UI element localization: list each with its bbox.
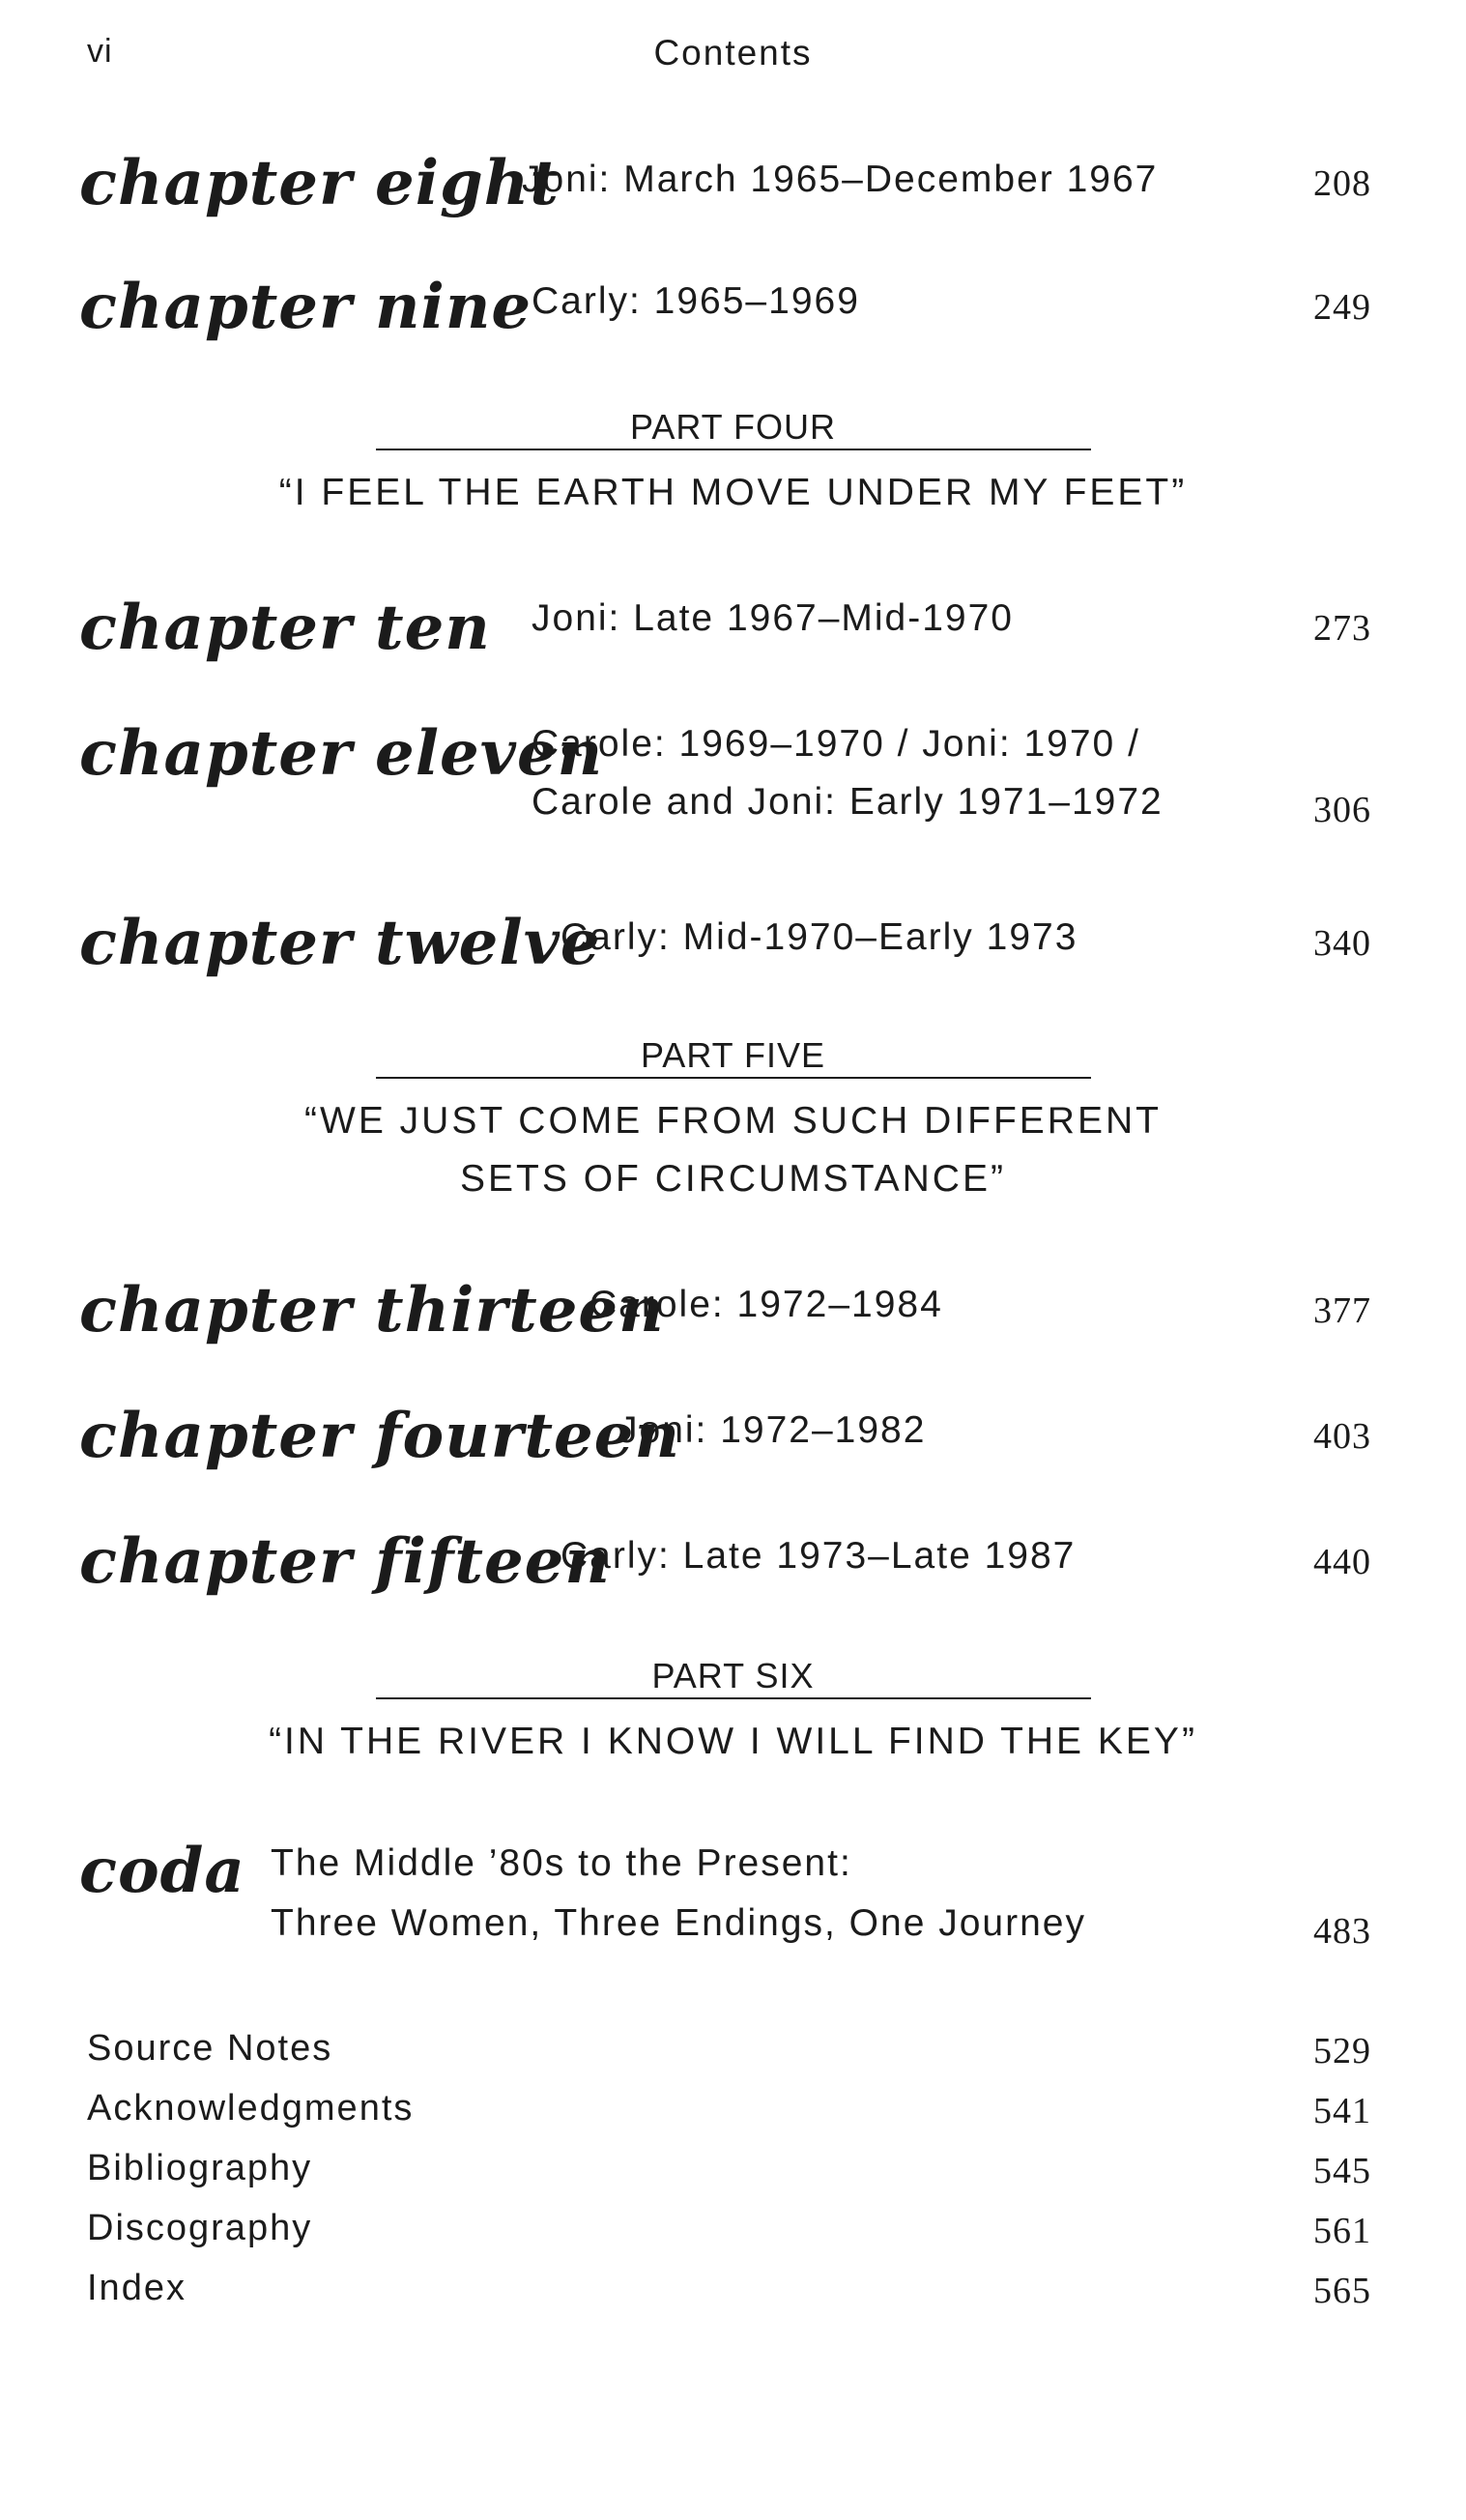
toc-entry-chapter-fifteen[interactable] bbox=[0, 1518, 1466, 1605]
toc-entry-chapter-eleven[interactable] bbox=[0, 715, 1466, 851]
toc-entry-discography[interactable] bbox=[0, 2208, 1466, 2266]
chapter-entry-text-line-1: Carole: 1969–1970 / Joni: 1970 / bbox=[532, 723, 1140, 765]
chapter-page-number: 440 bbox=[1313, 1542, 1371, 1582]
toc-entry-acknowledgments[interactable] bbox=[0, 2088, 1466, 2146]
chapter-entry-text: Joni: Late 1967–Mid-1970 bbox=[532, 597, 1014, 639]
chapter-script-label: chapter fifteen bbox=[79, 1525, 611, 1598]
chapter-entry-text: Carly: Mid-1970–Early 1973 bbox=[561, 916, 1078, 958]
chapter-script-label: chapter fourteen bbox=[79, 1400, 680, 1472]
part-heading: PART SIX bbox=[376, 1655, 1091, 1699]
chapter-entry-text: Joni: March 1965–December 1967 bbox=[522, 159, 1159, 200]
toc-entry-chapter-twelve[interactable] bbox=[0, 899, 1466, 986]
toc-entry-index[interactable] bbox=[0, 2268, 1466, 2326]
part-heading: PART FIVE bbox=[376, 1034, 1091, 1079]
back-matter-label: Index bbox=[87, 2268, 187, 2308]
toc-entry-chapter-fourteen[interactable] bbox=[0, 1392, 1466, 1479]
chapter-page-number: 403 bbox=[1313, 1416, 1371, 1457]
coda-page-number: 483 bbox=[1313, 1911, 1371, 1952]
chapter-page-number: 377 bbox=[1313, 1290, 1371, 1331]
part-five-section bbox=[0, 1034, 1466, 1208]
part-epigraph: “IN THE RIVER I KNOW I WILL FIND THE KEY” bbox=[269, 1721, 1197, 1762]
chapter-script-label: chapter thirteen bbox=[79, 1274, 665, 1347]
back-matter-page-number: 541 bbox=[1313, 2091, 1371, 2131]
toc-entry-chapter-eight[interactable] bbox=[0, 135, 1466, 222]
part-four-section bbox=[0, 406, 1466, 522]
back-matter-page-number: 545 bbox=[1313, 2151, 1371, 2191]
back-matter-page-number: 561 bbox=[1313, 2211, 1371, 2251]
chapter-page-number: 273 bbox=[1313, 608, 1371, 649]
back-matter-page-number: 529 bbox=[1313, 2031, 1371, 2071]
coda-script-label: coda bbox=[79, 1835, 245, 1907]
back-matter-label: Acknowledgments bbox=[87, 2088, 415, 2129]
chapter-entry-text: Carole: 1972–1984 bbox=[589, 1284, 943, 1325]
part-epigraph-line-2: SETS OF CIRCUMSTANCE” bbox=[460, 1158, 1006, 1200]
toc-entry-chapter-nine[interactable] bbox=[0, 259, 1466, 346]
chapter-page-number: 306 bbox=[1313, 790, 1371, 830]
chapter-script-label: chapter ten bbox=[79, 592, 491, 664]
toc-entry-coda[interactable] bbox=[0, 1835, 1466, 1970]
chapter-script-label: chapter twelve bbox=[79, 907, 601, 979]
toc-entry-bibliography[interactable] bbox=[0, 2148, 1466, 2206]
back-matter-page-number: 565 bbox=[1313, 2271, 1371, 2311]
toc-entry-chapter-thirteen[interactable] bbox=[0, 1266, 1466, 1353]
chapter-script-label: chapter nine bbox=[79, 271, 532, 343]
part-six-section bbox=[0, 1655, 1466, 1771]
chapter-entry-text: Carly: 1965–1969 bbox=[532, 280, 860, 322]
chapter-entry-text-line-2: Carole and Joni: Early 1971–1972 bbox=[532, 781, 1164, 823]
page-folio: vi bbox=[87, 33, 113, 70]
chapter-script-label: chapter eleven bbox=[79, 717, 604, 790]
chapter-entry-text: Joni: 1972–1982 bbox=[618, 1409, 927, 1451]
running-head bbox=[0, 33, 1466, 81]
part-epigraph: “I FEEL THE EARTH MOVE UNDER MY FEET” bbox=[278, 472, 1188, 513]
chapter-page-number: 208 bbox=[1313, 163, 1371, 204]
part-heading: PART FOUR bbox=[376, 406, 1091, 450]
running-head-title: Contents bbox=[653, 33, 813, 72]
chapter-page-number: 249 bbox=[1313, 287, 1371, 328]
chapter-page-number: 340 bbox=[1313, 923, 1371, 964]
toc-entry-chapter-ten[interactable] bbox=[0, 580, 1466, 667]
chapter-entry-text: Carly: Late 1973–Late 1987 bbox=[561, 1535, 1077, 1577]
back-matter-label: Source Notes bbox=[87, 2028, 333, 2069]
coda-entry-text-line-2: Three Women, Three Endings, One Journey bbox=[271, 1902, 1086, 1944]
toc-entry-source-notes[interactable] bbox=[0, 2028, 1466, 2086]
back-matter-label: Bibliography bbox=[87, 2148, 313, 2188]
part-epigraph-line-1: “WE JUST COME FROM SUCH DIFFERENT bbox=[304, 1100, 1162, 1142]
coda-entry-text-line-1: The Middle ’80s to the Present: bbox=[271, 1842, 852, 1884]
chapter-script-label: chapter eight bbox=[79, 147, 560, 219]
back-matter-label: Discography bbox=[87, 2208, 313, 2248]
